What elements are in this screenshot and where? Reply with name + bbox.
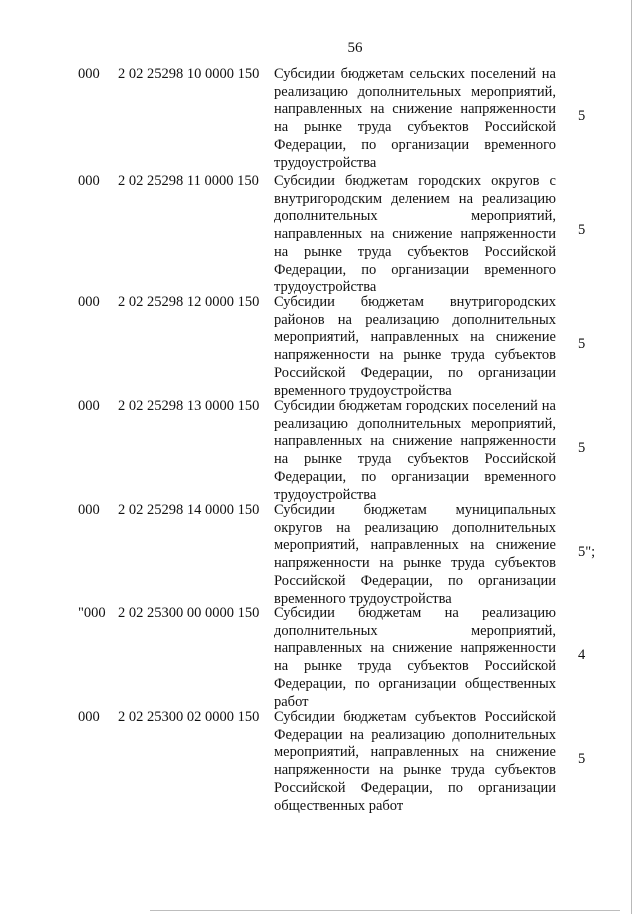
code-prefix: 000 [78,502,100,518]
row-description: Субсидии бюджетам сельских поселений на реализацию дополнительных мероприятий, направленных на снижение напряженности на рынке труда субъектов Российской Федерации, по организации временного трудоустройства [274,66,556,171]
scan-edge-right [631,0,632,914]
classification-code: 2 02 25298 13 0000 150 [118,398,260,414]
code-prefix: 000 [78,709,100,725]
row-description: Субсидии бюджетам муниципальных округов на реализацию дополнительных мероприятий, направленных на снижение напряженности на рынке труда субъектов Российской Федерации, по организации временного трудоустройства [274,502,556,607]
row-description: Субсидии бюджетам внутригородских районов на реализацию дополнительных мероприятий, направленных на снижение напряженности на рынке труда субъектов Российской Федерации, по организации временного трудоустройства [274,294,556,399]
code-prefix: 000 [78,173,100,189]
classification-code: 2 02 25298 12 0000 150 [118,294,260,310]
page-number: 56 [347,40,363,56]
code-prefix: 000 [78,398,100,414]
classification-code: 2 02 25298 14 0000 150 [118,502,260,518]
row-description: Субсидии бюджетам на реализацию дополнительных мероприятий, направленных на снижение напряженности на рынке труда субъектов Российской Федерации, по организации общественных работ [274,605,556,710]
classification-code: 2 02 25298 10 0000 150 [118,66,260,82]
row-value: 5 [578,751,586,767]
row-description: Субсидии бюджетам субъектов Российской Федерации на реализацию дополнительных мероприятий, направленных на снижение напряженности на рынке труда субъектов Российской Федерации, по организации общественных работ [274,709,556,814]
row-description: Субсидии бюджетам городских поселений на реализацию дополнительных мероприятий, направленных на снижение напряженности на рынке труда субъектов Российской Федерации, по организации временного трудоустройства [274,398,556,503]
classification-code: 2 02 25300 02 0000 150 [118,709,260,725]
classification-code: 2 02 25300 00 0000 150 [118,605,260,621]
code-prefix: 000 [78,294,100,310]
scan-edge-bottom [150,910,620,911]
row-value: 5 [578,336,586,352]
row-description: Субсидии бюджетам городских округов с внутригородским делением на реализацию дополнительных мероприятий, направленных на снижение напряженности на рынке труда субъектов Российской Федерации, по организации временного трудоустройства [274,173,556,296]
row-value: 5 [578,222,586,238]
code-prefix: "000 [78,605,106,621]
code-prefix: 000 [78,66,100,82]
row-value: 5 [578,108,586,124]
row-value: 5 [578,440,586,456]
row-value: 5"; [578,544,596,560]
row-value: 4 [578,647,586,663]
classification-code: 2 02 25298 11 0000 150 [118,173,259,189]
